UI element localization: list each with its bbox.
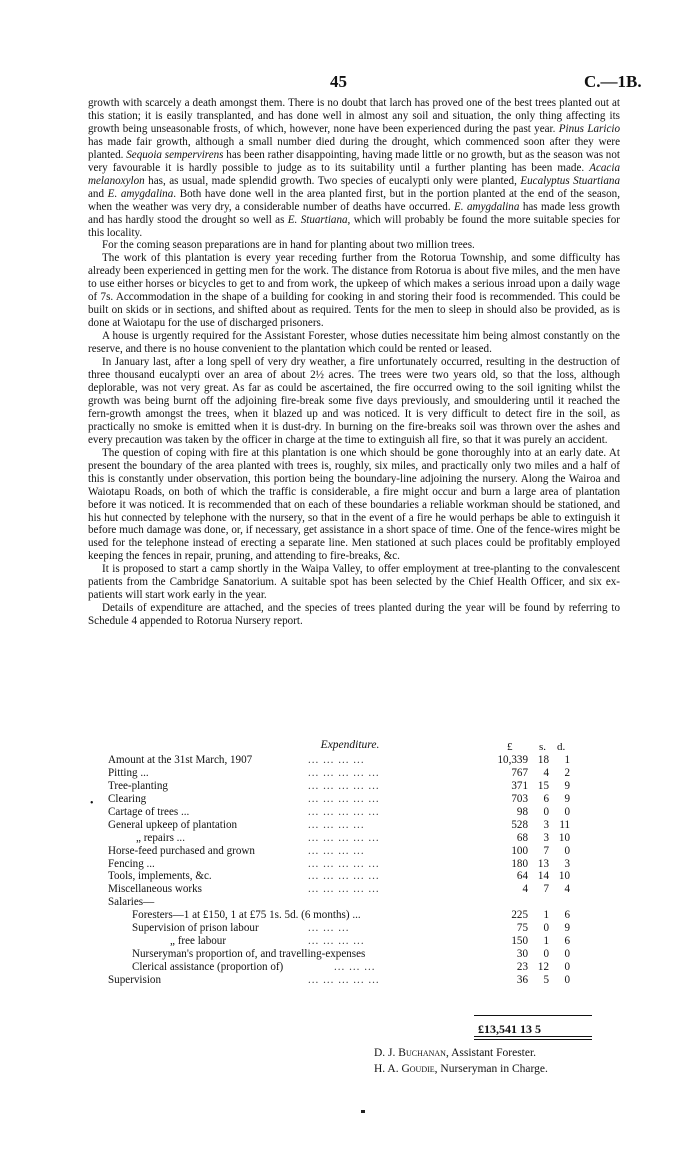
expenditure-label: „ repairs ... xyxy=(136,831,185,844)
leader-dots: ... ... ... ... ... xyxy=(308,792,380,805)
leader-dots: ... ... ... ... ... xyxy=(308,831,380,844)
leader-dots: ... ... ... xyxy=(308,922,350,935)
amount-pence: 10 xyxy=(558,831,570,844)
amount-shillings: 6 xyxy=(543,792,549,805)
amount-pounds: 100 xyxy=(511,844,528,857)
amount-pounds: 98 xyxy=(516,805,528,818)
amount-pence: 9 xyxy=(564,779,570,792)
amount-shillings: 12 xyxy=(537,961,549,973)
expenditure-label: Supervision of prison labour xyxy=(132,922,259,935)
leader-dots: ... ... ... xyxy=(334,961,376,973)
total-rule xyxy=(474,1015,592,1016)
amount-pounds: 528 xyxy=(511,818,528,831)
amount-shillings: 7 xyxy=(543,883,549,896)
amount-pence: 6 xyxy=(564,935,570,948)
expenditure-label: Amount at the 31st March, 1907 xyxy=(108,754,253,766)
amount-pence: 10 xyxy=(558,870,570,883)
amount-pence: 0 xyxy=(564,948,570,961)
amount-shillings: 1 xyxy=(543,909,549,922)
expenditure-total: £13,541 13 5 xyxy=(478,1022,541,1036)
amount-shillings: 3 xyxy=(543,818,549,831)
expenditure-label: Tools, implements, &c. xyxy=(108,870,212,883)
body-paragraph: The question of coping with fire at this plantation is one which should be gone thoroughly into at an early date. At present the boundary of the area planted with trees is, roughly, six miles, and practically only two miles and a half of this is constantly under observation, this portion being the boundary-line adjoining the nursery. Along the Wairoa and Waiotapu Roads, on both of which the traffic is considerable, a fire might occur and burn a large area of plantation before it was noticed. It is recommended that on each of these boundaries a reliable workman should be stationed, and his hut connected by telephone with the nursery, so that in the event of a fire he would perhaps be able to extinguish it before much damage was done, or, if necessary, get assistance in a short space of time. One of the fence-wires might be used for the telephone instead of erecting a separate line. Men stationed at such places could be profitably employed keeping the fences in repair, pruning, and attending to fire-breaks, &c. xyxy=(88,446,620,563)
signature-2 xyxy=(374,1063,548,1075)
body-paragraph: Details of expenditure are attached, and the species of trees planted during the year will be found by referring to Schedule 4 appended to Rotorua Nursery report. xyxy=(88,602,620,628)
expenditure-row xyxy=(108,793,628,806)
amount-pence: 0 xyxy=(564,805,570,818)
shillings-column-header: s. xyxy=(539,741,547,753)
body-paragraph: A house is urgently required for the Assistant Forester, whose duties necessitate him being almost constantly on the reserve, and there is no house convenient to the plantation which could be rented or leased. xyxy=(88,330,620,356)
amount-pence: 4 xyxy=(564,883,570,896)
expenditure-row xyxy=(108,845,628,858)
amount-shillings: 1 xyxy=(543,935,549,948)
expenditure-label: Miscellaneous works xyxy=(108,883,202,896)
body-paragraph: It is proposed to start a camp shortly in the Waipa Valley, to offer employment at tree-planting to the convalescent patients from the Cambridge Sanatorium. A suitable spot has been selected by the Chief Health Officer, and six ex-patients will start work early in the year. xyxy=(88,563,620,602)
expenditure-row xyxy=(108,754,628,767)
leader-dots: ... ... ... ... ... xyxy=(308,779,380,792)
body-paragraph: The work of this plantation is every year receding further from the Rotorua Township, and some difficulty has already been experienced in getting men for the work. The distance from Rotorua is about five miles, and the men have to use either horses or bicycles to get to and from work, the upkeep of which makes a serious inroad upon a daily wage of 7s. Accommodation in the shape of a building for cooking in and storing their food is recommended. This could be built on skids or in sections, and shifted about as required. Tents for the men to sleep in should also be provided, as is done at Waiotapu for the use of discharged prisoners. xyxy=(88,252,620,330)
expenditure-label: Clearing xyxy=(108,792,147,805)
leader-dots: ... ... ... ... xyxy=(308,818,365,831)
leader-dots: ... ... ... ... xyxy=(308,935,365,948)
amount-pence: 0 xyxy=(564,961,570,973)
expenditure-row xyxy=(108,870,628,883)
expenditure-row xyxy=(108,922,628,935)
amount-pence: 3 xyxy=(564,857,570,870)
amount-pounds: 30 xyxy=(516,948,528,961)
amount-pounds: 10,339 xyxy=(497,754,528,766)
signature-1 xyxy=(374,1047,536,1059)
leader-dots: ... ... ... ... ... xyxy=(308,766,380,779)
expenditure-label: Horse-feed purchased and grown xyxy=(108,844,255,857)
expenditure-title: Expenditure. xyxy=(320,739,380,751)
amount-shillings: 0 xyxy=(543,948,549,961)
amount-shillings: 0 xyxy=(543,805,549,818)
amount-shillings: 13 xyxy=(537,857,549,870)
amount-pounds: 23 xyxy=(516,961,528,973)
expenditure-label: „ free labour xyxy=(170,935,227,948)
expenditure-label: Clerical assistance (proportion of) xyxy=(132,961,284,973)
body-paragraph: growth with scarcely a death amongst them. There is no doubt that larch has proved one of the best trees planted out at this station; it is easily transplanted, and has done well in almost any soil and situation, the only thing affecting its growth being unseasonable frosts, of which, however, none have been experienced during the past year. Pinus Laricio has made fair growth, although a small number died during the drought, which commenced soon after they were planted. Sequoia sempervirens has been rather disappointing, having made little or no growth, but as the season was not very favourable it is hardly possible to judge as to its suitability until a further planting has been made. Acacia melanoxylon has, as usual, made splendid growth. Two species of eucalypti only were planted, Eucalyptus Stuartiana and E. amygdalina. Both have done well in the area planted first, but in the portion planted at the end of the season, when the weather was very dry, a considerable number of deaths have occurred. E. amygdalina has made less growth and has hardly stood the drought so well as E. Stuartiana, which will probably be found the more suitable species for this locality. xyxy=(88,97,620,239)
body-paragraph: For the coming season preparations are in hand for planting about two million trees. xyxy=(102,239,475,252)
amount-pounds: 180 xyxy=(511,857,528,870)
amount-pence: 11 xyxy=(559,818,570,831)
leader-dots: ... ... ... ... ... xyxy=(308,883,380,896)
amount-pounds: 75 xyxy=(516,922,528,935)
expenditure-label: General upkeep of plantation xyxy=(108,818,238,831)
expenditure-row xyxy=(108,767,628,780)
expenditure-row xyxy=(108,896,628,909)
amount-shillings: 3 xyxy=(543,831,549,844)
expenditure-row xyxy=(108,832,628,845)
amount-shillings: 15 xyxy=(537,779,549,792)
expenditure-table xyxy=(108,754,628,987)
expenditure-row xyxy=(108,948,628,961)
leader-dots: ... ... ... ... ... xyxy=(308,857,380,870)
expenditure-row xyxy=(108,935,628,948)
expenditure-row xyxy=(108,961,628,974)
amount-pence: 9 xyxy=(564,922,570,935)
amount-pounds: 371 xyxy=(511,779,528,792)
signature-role: , Nurseryman in Charge. xyxy=(434,1063,548,1075)
amount-pence: 9 xyxy=(564,792,570,805)
bullet-mark: • xyxy=(90,798,94,809)
amount-pounds: 150 xyxy=(511,935,528,948)
amount-shillings: 18 xyxy=(537,754,549,766)
amount-pounds: 225 xyxy=(511,909,528,922)
expenditure-label: Pitting ... xyxy=(108,766,149,779)
signature-name: D. J. Buchanan xyxy=(374,1047,446,1059)
amount-pounds: 703 xyxy=(511,792,528,805)
leader-dots: ... ... ... ... xyxy=(308,754,365,766)
total-double-rule-bottom xyxy=(474,1039,592,1040)
page-footer-mark xyxy=(361,1110,365,1113)
leader-dots: ... ... ... ... xyxy=(308,844,365,857)
body-text xyxy=(88,97,620,628)
pence-column-header: d. xyxy=(557,741,566,753)
page-number: 45 xyxy=(330,72,347,91)
amount-pence: 0 xyxy=(564,973,570,986)
leader-dots: ... ... ... ... ... xyxy=(308,805,380,818)
expenditure-label: Fencing ... xyxy=(108,857,155,870)
expenditure-row xyxy=(108,780,628,793)
amount-pence: 6 xyxy=(564,909,570,922)
amount-pence: 2 xyxy=(564,766,570,779)
expenditure-row xyxy=(108,909,628,922)
leader-dots: ... ... ... ... ... xyxy=(308,973,380,986)
total-double-rule-top xyxy=(474,1036,592,1037)
expenditure-row xyxy=(108,858,628,871)
expenditure-label: Foresters—1 at £150, 1 at £75 1s. 5d. (6 months) ... xyxy=(132,909,361,922)
amount-shillings: 14 xyxy=(537,870,549,883)
amount-pounds: 64 xyxy=(516,870,528,883)
expenditure-label: Nurseryman's proportion of, and travelling-expenses xyxy=(132,948,366,961)
expenditure-row xyxy=(108,883,628,896)
amount-pence: 1 xyxy=(564,754,570,766)
expenditure-label: Salaries— xyxy=(108,896,155,909)
amount-pounds: 36 xyxy=(516,973,528,986)
amount-shillings: 7 xyxy=(543,844,549,857)
amount-shillings: 5 xyxy=(543,973,549,986)
amount-shillings: 0 xyxy=(543,922,549,935)
expenditure-row xyxy=(108,974,628,987)
amount-pounds: 68 xyxy=(516,831,528,844)
signature-role: , Assistant Forester. xyxy=(445,1047,537,1059)
leader-dots: ... ... ... ... ... xyxy=(308,870,380,883)
expenditure-label: Cartage of trees ... xyxy=(108,805,190,818)
expenditure-label: Tree-planting xyxy=(108,779,168,792)
expenditure-row xyxy=(108,806,628,819)
expenditure-label: Supervision xyxy=(108,973,162,986)
amount-pounds: 767 xyxy=(511,766,528,779)
expenditure-row xyxy=(108,819,628,832)
signature-name: H. A. Goudie xyxy=(374,1063,435,1075)
amount-pence: 0 xyxy=(564,844,570,857)
amount-pounds: 4 xyxy=(522,883,528,896)
pounds-column-header: £ xyxy=(507,741,513,753)
page-code: C.—1B. xyxy=(584,72,642,91)
body-paragraph: In January last, after a long spell of very dry weather, a fire unfortunately occurred, resulting in the destruction of three thousand eucalypti over an area of about 2½ acres. The trees were two years old, so that the loss, although deplorable, was not very great. As far as could be ascertained, the fire occurred owing to the soil igniting whilst the growth was being burnt off the adjoining fire-break some five days previously, and smouldering until it reached the fern-growth amongst the trees, when it blazed up and was noticed. It is very difficult to detect fire in the soil, as practically no smoke is emitted when it is dust-dry. In burning on the fire-breaks soil was thrown over the ashes and every precaution was taken by the officer in charge at the time to extinguish all fire, so that it was purely an accident. xyxy=(88,356,620,446)
amount-shillings: 4 xyxy=(543,766,549,779)
